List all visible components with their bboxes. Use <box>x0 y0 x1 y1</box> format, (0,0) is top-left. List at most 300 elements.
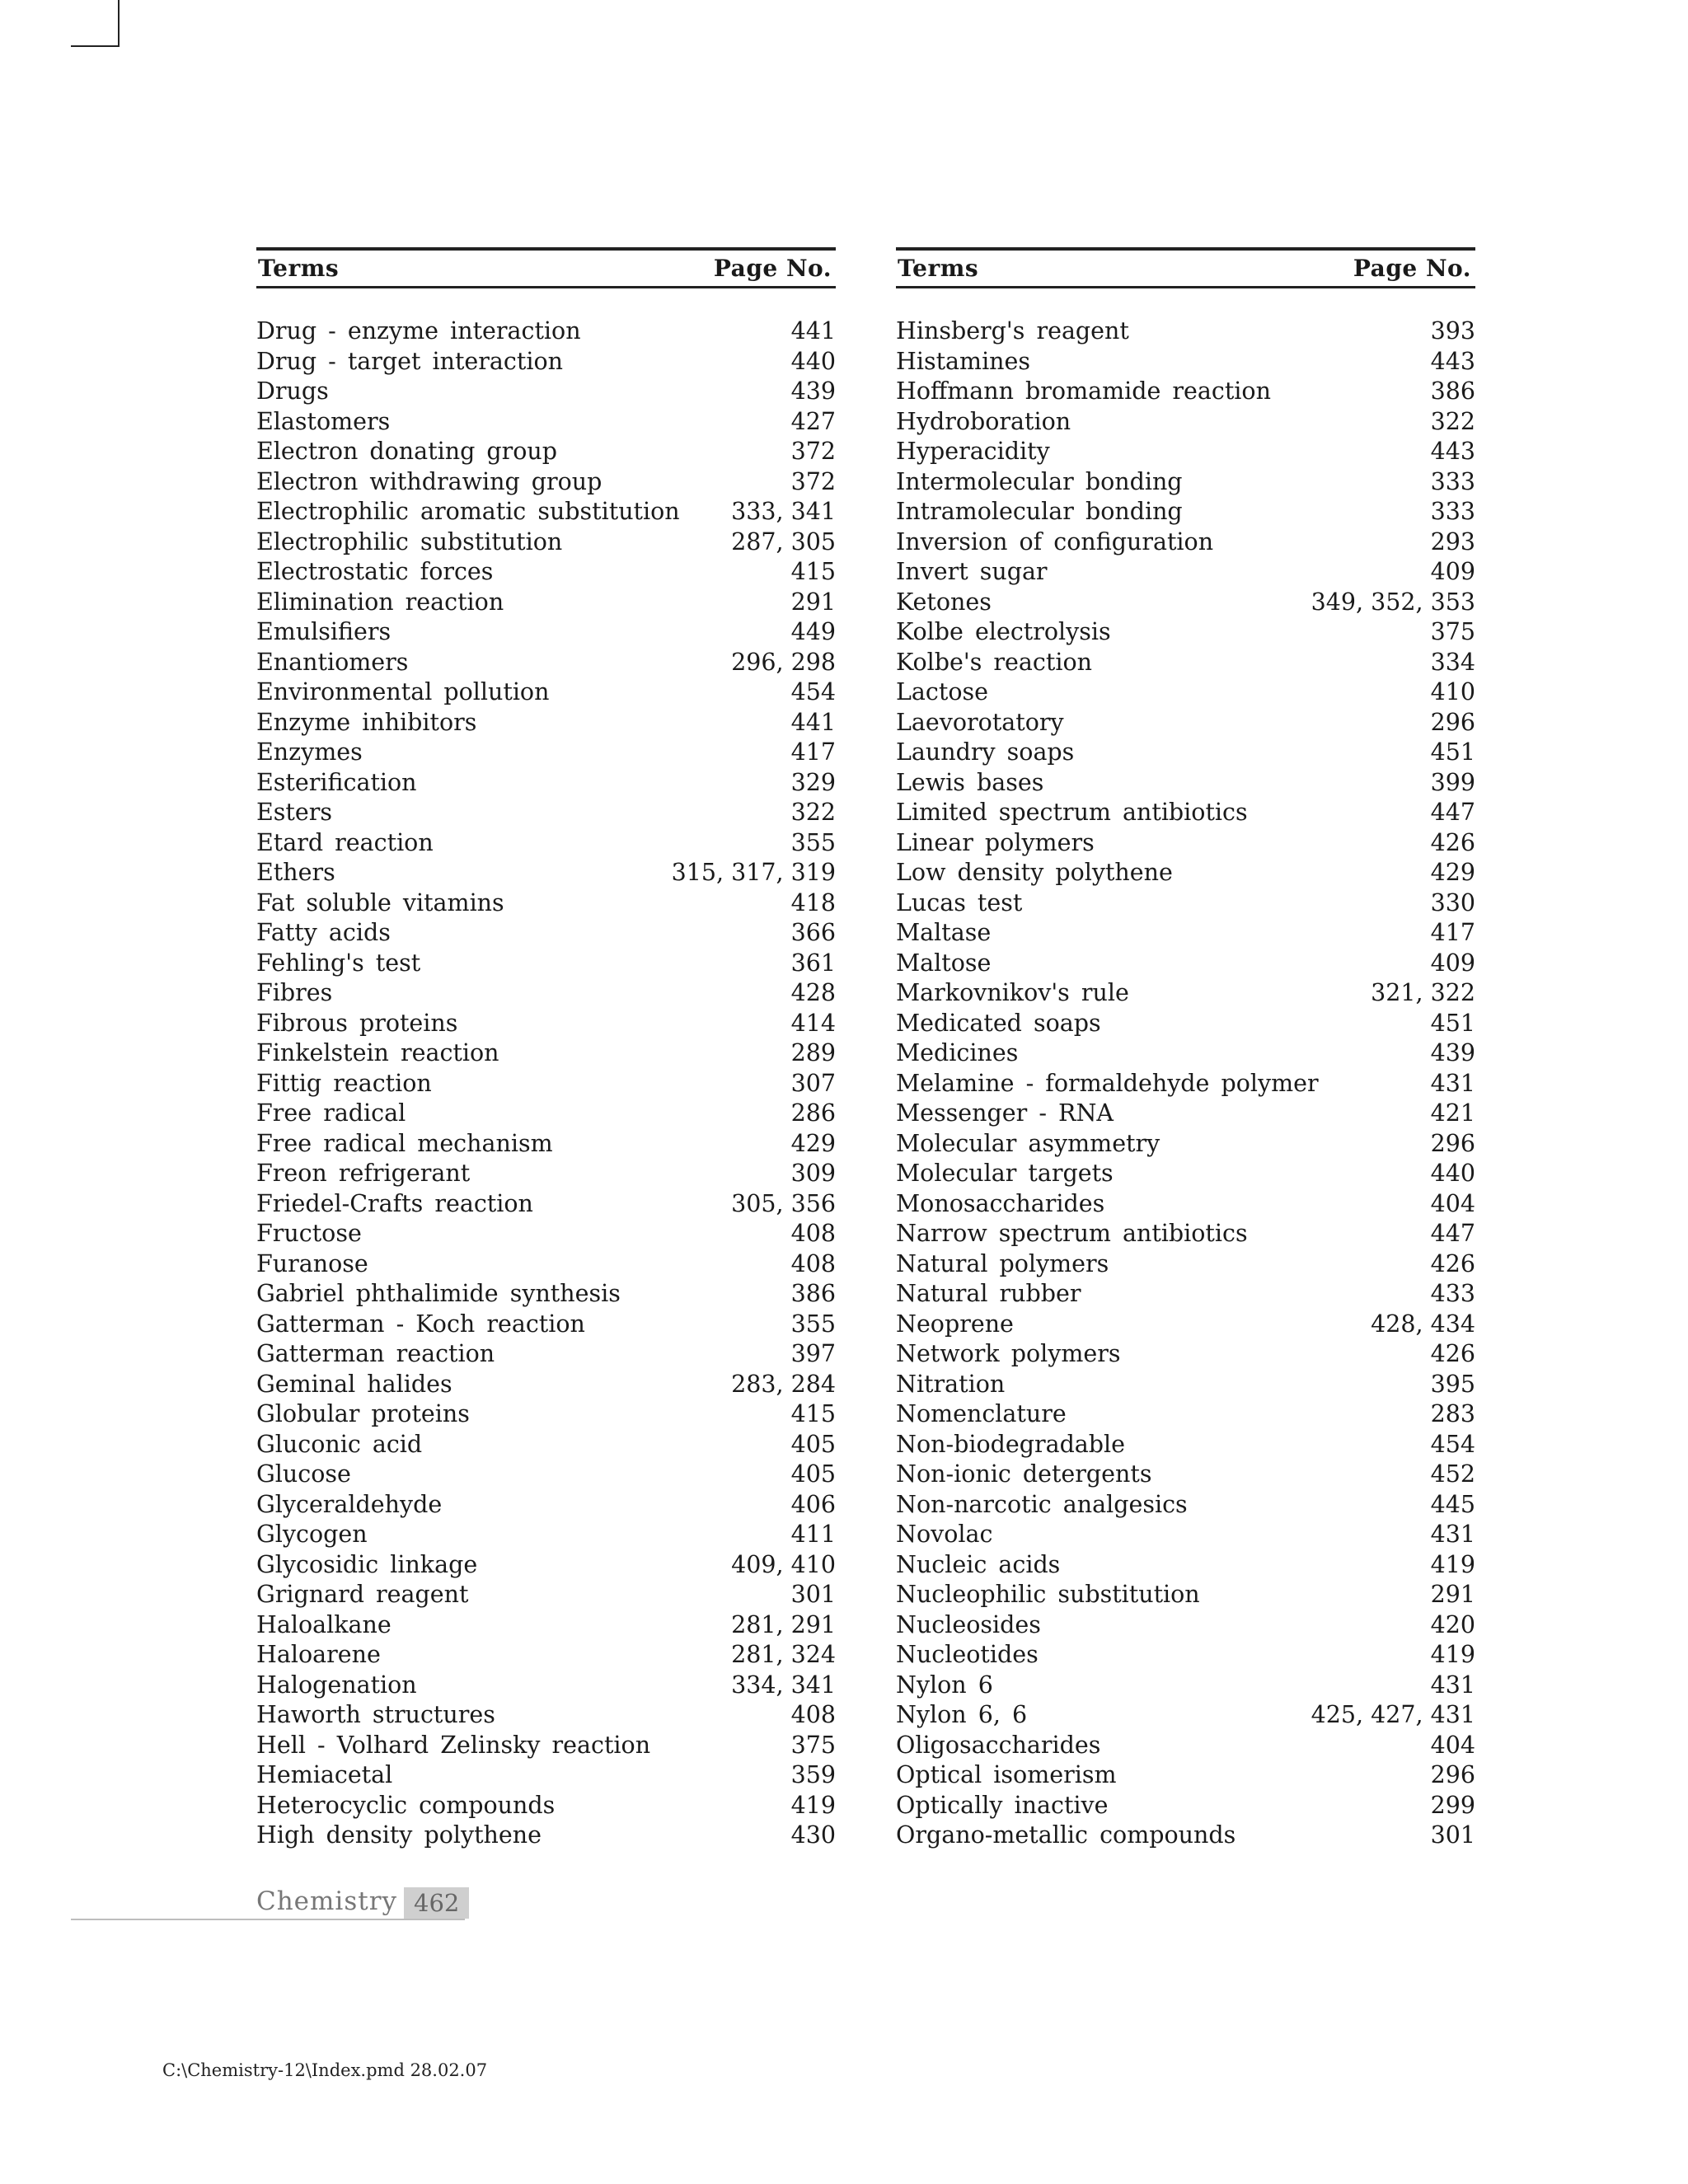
index-entry <box>256 978 836 1009</box>
index-page-number: 349, 352, 353 <box>1311 588 1475 616</box>
index-page-number: 281, 291 <box>731 1610 836 1638</box>
index-term: Organo-metallic compounds <box>896 1821 1236 1849</box>
index-entry <box>256 1700 836 1731</box>
index-entry <box>896 768 1475 799</box>
index-term: Messenger - RNA <box>896 1099 1114 1127</box>
index-term: Drug - enzyme interaction <box>256 317 581 344</box>
index-entry <box>256 1159 836 1189</box>
index-term: Geminal halides <box>256 1370 452 1398</box>
index-term: Electrophilic substitution <box>256 527 563 555</box>
index-term: Hyperacidity <box>896 438 1050 465</box>
index-term: Non-narcotic analgesics <box>896 1490 1188 1518</box>
index-entry <box>896 1731 1475 1761</box>
index-page-number: 405 <box>790 1430 836 1458</box>
index-page-number: 296 <box>1430 708 1475 736</box>
index-page-number: 315, 317, 319 <box>671 859 836 886</box>
index-page-number: 408 <box>790 1249 836 1277</box>
index-page-number: 408 <box>790 1220 836 1247</box>
index-term: Inversion of configuration <box>896 527 1214 555</box>
crop-mark <box>71 45 120 47</box>
footer-page-number: 462 <box>404 1887 469 1919</box>
index-term: Halogenation <box>256 1671 417 1699</box>
index-term: Ketones <box>896 588 992 616</box>
index-term: Emulsifiers <box>256 618 392 645</box>
index-entry <box>896 527 1475 558</box>
index-entry <box>896 1460 1475 1490</box>
index-page-number: 361 <box>790 949 836 977</box>
index-page-number: 330 <box>1430 888 1475 916</box>
index-page-number: 411 <box>790 1521 836 1548</box>
page-no-heading: Page No. <box>713 255 832 282</box>
index-page-number: 431 <box>1430 1069 1475 1097</box>
column-header <box>256 247 836 288</box>
index-page-number: 301 <box>790 1581 836 1608</box>
index-page-number: 322 <box>1430 407 1475 435</box>
index-page-number: 366 <box>790 919 836 946</box>
index-term: Medicines <box>896 1039 1019 1066</box>
index-entry <box>256 1399 836 1430</box>
index-entry <box>896 1159 1475 1189</box>
index-page-number: 299 <box>1430 1791 1475 1819</box>
index-entry <box>256 1671 836 1701</box>
index-entry <box>896 347 1475 377</box>
index-page-number: 440 <box>1430 1160 1475 1187</box>
index-page-number: 447 <box>1430 799 1475 826</box>
index-term: Electron withdrawing group <box>256 467 603 495</box>
index-entry <box>256 347 836 377</box>
index-term: Nomenclature <box>896 1400 1067 1427</box>
terms-heading: Terms <box>258 255 340 282</box>
index-page-number: 355 <box>790 828 836 856</box>
index-entry <box>896 617 1475 648</box>
index-entry <box>256 1460 836 1490</box>
index-term: Non-ionic detergents <box>896 1460 1152 1488</box>
index-term: Medicated soaps <box>896 1009 1101 1037</box>
index-term: Globular proteins <box>256 1400 470 1427</box>
index-entry <box>256 1430 836 1460</box>
index-page-number: 419 <box>1430 1550 1475 1578</box>
index-page-number: 428, 434 <box>1371 1310 1475 1338</box>
index-entry <box>256 1791 836 1821</box>
index-term: Electrophilic aromatic substitution <box>256 498 680 525</box>
index-page-number: 418 <box>790 888 836 916</box>
index-term: Intramolecular bonding <box>896 498 1183 525</box>
index-page-number: 433 <box>1430 1280 1475 1307</box>
index-entry <box>256 1580 836 1610</box>
file-info: C:\Chemistry-12\Index.pmd 28.02.07 <box>162 2060 488 2080</box>
index-entry <box>896 1821 1475 1851</box>
index-page-number: 439 <box>790 377 836 405</box>
index-entry <box>896 1219 1475 1249</box>
index-page-number: 283, 284 <box>731 1370 836 1398</box>
index-page-number: 409 <box>1430 949 1475 977</box>
index-entry <box>896 437 1475 467</box>
index-page-number: 333 <box>1430 498 1475 525</box>
index-page-number: 334 <box>1430 648 1475 676</box>
index-page-number: 420 <box>1430 1610 1475 1638</box>
index-entry <box>896 1038 1475 1069</box>
index-term: Nucleotides <box>896 1641 1039 1668</box>
index-term: Histamines <box>896 347 1031 375</box>
index-page-number: 428 <box>790 979 836 1006</box>
index-term: High density polythene <box>256 1821 542 1849</box>
index-page-number: 405 <box>790 1460 836 1488</box>
footer-rule <box>71 1919 465 1920</box>
index-entry <box>896 588 1475 618</box>
index-page-number: 426 <box>1430 828 1475 856</box>
index-entry <box>256 1038 836 1069</box>
index-term: Kolbe electrolysis <box>896 618 1111 645</box>
index-entry <box>896 1791 1475 1821</box>
index-term: Nylon 6, 6 <box>896 1701 1028 1728</box>
index-term: Hemiacetal <box>256 1761 393 1788</box>
index-entry <box>256 1550 836 1581</box>
index-term: Glycogen <box>256 1521 368 1548</box>
index-page-number: 309 <box>790 1160 836 1187</box>
index-term: Finkelstein reaction <box>256 1039 499 1066</box>
index-entry <box>256 828 836 859</box>
index-entry <box>256 1731 836 1761</box>
index-page-number: 410 <box>1430 678 1475 705</box>
index-term: Elimination reaction <box>256 588 504 616</box>
index-page-number: 426 <box>1430 1249 1475 1277</box>
index-page-number: 447 <box>1430 1220 1475 1247</box>
index-entry <box>256 1520 836 1550</box>
index-page-number: 408 <box>790 1701 836 1728</box>
index-page-number: 296, 298 <box>731 648 836 676</box>
index-term: Optically inactive <box>896 1791 1109 1819</box>
index-term: Gatterman - Koch reaction <box>256 1310 585 1338</box>
index-term: Heterocyclic compounds <box>256 1791 556 1819</box>
index-page-number: 440 <box>790 347 836 375</box>
index-term: Haworth structures <box>256 1701 495 1728</box>
index-entry <box>256 648 836 678</box>
index-page-number: 283 <box>1430 1400 1475 1427</box>
index-term: Etard reaction <box>256 828 434 856</box>
index-page-number: 291 <box>1430 1581 1475 1608</box>
index-list <box>256 316 836 1851</box>
footer-book-title: Chemistry <box>256 1886 398 1916</box>
index-term: Fatty acids <box>256 919 391 946</box>
index-term: Laundry soaps <box>896 738 1075 766</box>
index-term: Gatterman reaction <box>256 1340 495 1367</box>
index-term: Lactose <box>896 678 988 705</box>
index-page-number: 305, 356 <box>731 1189 836 1217</box>
index-page-number: 322 <box>790 799 836 826</box>
index-term: Free radical mechanism <box>256 1129 553 1157</box>
index-entry <box>256 949 836 979</box>
index-term: Electrostatic forces <box>256 558 494 585</box>
index-entry <box>256 1640 836 1671</box>
index-term: Hoffmann bromamide reaction <box>896 377 1271 405</box>
index-entry <box>256 1310 836 1340</box>
index-term: Hydroboration <box>896 407 1071 435</box>
index-entry <box>256 768 836 799</box>
index-page-number: 393 <box>1430 317 1475 344</box>
index-term: Nucleosides <box>896 1610 1041 1638</box>
index-entry <box>896 1129 1475 1160</box>
index-page-number: 454 <box>1430 1430 1475 1458</box>
index-page-number: 429 <box>1430 859 1475 886</box>
index-term: Fat soluble vitamins <box>256 888 504 916</box>
index-entry <box>896 1310 1475 1340</box>
index-page-number: 430 <box>790 1821 836 1849</box>
index-column-left <box>256 247 836 1851</box>
index-page-number: 355 <box>790 1310 836 1338</box>
index-entry <box>896 1279 1475 1310</box>
index-page-number: 417 <box>790 738 836 766</box>
index-term: Environmental pollution <box>256 678 550 705</box>
index-entry <box>896 888 1475 919</box>
index-page-number: 454 <box>790 678 836 705</box>
index-page-number: 449 <box>790 618 836 645</box>
index-term: Gluconic acid <box>256 1430 423 1458</box>
index-entry <box>896 828 1475 859</box>
index-page-number: 409, 410 <box>731 1550 836 1578</box>
index-entry <box>896 1069 1475 1099</box>
index-entry <box>256 1370 836 1400</box>
index-page-number: 414 <box>790 1009 836 1037</box>
index-term: Drug - target interaction <box>256 347 563 375</box>
index-term: Melamine - formaldehyde polymer <box>896 1069 1319 1097</box>
index-page-number: 291 <box>790 588 836 616</box>
index-entry <box>256 677 836 708</box>
index-page-number: 399 <box>1430 768 1475 796</box>
index-page-number: 419 <box>790 1791 836 1819</box>
index-page-number: 415 <box>790 1400 836 1427</box>
index-page-number: 427 <box>790 407 836 435</box>
index-entry <box>256 617 836 648</box>
terms-heading: Terms <box>898 255 979 282</box>
index-entry <box>256 1249 836 1280</box>
index-entry <box>256 738 836 768</box>
index-term: Elastomers <box>256 407 391 435</box>
index-term: Esterification <box>256 768 417 796</box>
index-page-number: 439 <box>1430 1039 1475 1066</box>
index-page-number: 296 <box>1430 1129 1475 1157</box>
index-entry <box>896 858 1475 888</box>
index-entry <box>896 1399 1475 1430</box>
index-term: Novolac <box>896 1521 993 1548</box>
index-entry <box>256 1009 836 1039</box>
index-term: Monosaccharides <box>896 1189 1105 1217</box>
index-entry <box>256 557 836 588</box>
index-entry <box>256 1069 836 1099</box>
index-term: Electron donating group <box>256 438 557 465</box>
index-column-right <box>896 247 1475 1851</box>
index-page-number: 421 <box>1430 1099 1475 1127</box>
index-entry <box>896 407 1475 438</box>
index-term: Non-biodegradable <box>896 1430 1126 1458</box>
index-term: Nucleic acids <box>896 1550 1061 1578</box>
index-entry <box>256 1189 836 1220</box>
index-page-number: 286 <box>790 1099 836 1127</box>
index-page-number: 359 <box>790 1761 836 1788</box>
index-term: Nucleophilic substitution <box>896 1581 1200 1608</box>
index-entry <box>896 1671 1475 1701</box>
index-entry <box>896 648 1475 678</box>
index-page-number: 375 <box>790 1731 836 1759</box>
index-entry <box>896 1760 1475 1791</box>
index-entry <box>896 557 1475 588</box>
index-list <box>896 316 1475 1851</box>
index-entry <box>256 1490 836 1521</box>
index-entry <box>896 1580 1475 1610</box>
index-term: Furanose <box>256 1249 368 1277</box>
index-term: Fittig reaction <box>256 1069 432 1097</box>
index-page-number: 372 <box>790 438 836 465</box>
index-page-number: 404 <box>1430 1189 1475 1217</box>
index-entry <box>896 1550 1475 1581</box>
index-entry <box>256 377 836 407</box>
index-entry <box>896 1370 1475 1400</box>
index-term: Kolbe's reaction <box>896 648 1092 676</box>
index-term: Freon refrigerant <box>256 1160 471 1187</box>
index-page-number: 451 <box>1430 1009 1475 1037</box>
index-page-number: 289 <box>790 1039 836 1066</box>
index-page-number: 334, 341 <box>731 1671 836 1699</box>
index-entry <box>256 1129 836 1160</box>
index-entry <box>896 1610 1475 1641</box>
index-term: Hell - Volhard Zelinsky reaction <box>256 1731 651 1759</box>
index-entry <box>896 1339 1475 1370</box>
index-entry <box>256 588 836 618</box>
index-page-number: 333, 341 <box>731 498 836 525</box>
index-page-number: 406 <box>790 1490 836 1518</box>
index-term: Markovnikov's rule <box>896 979 1129 1006</box>
index-page-number: 395 <box>1430 1370 1475 1398</box>
index-term: Maltase <box>896 919 992 946</box>
index-entry <box>256 1821 836 1851</box>
page-no-heading: Page No. <box>1353 255 1471 282</box>
index-page-number: 372 <box>790 467 836 495</box>
index-entry <box>256 407 836 438</box>
index-term: Glycosidic linkage <box>256 1550 478 1578</box>
index-entry <box>256 1760 836 1791</box>
index-page-number: 329 <box>790 768 836 796</box>
index-term: Glyceraldehyde <box>256 1490 443 1518</box>
index-entry <box>896 708 1475 738</box>
index-entry <box>896 1640 1475 1671</box>
index-term: Fibrous proteins <box>256 1009 458 1037</box>
index-entry <box>256 1610 836 1641</box>
index-page-number: 452 <box>1430 1460 1475 1488</box>
index-page-number: 451 <box>1430 738 1475 766</box>
index-term: Hinsberg's reagent <box>896 317 1129 344</box>
index-page-number: 417 <box>1430 919 1475 946</box>
index-term: Nylon 6 <box>896 1671 993 1699</box>
index-entry <box>896 1249 1475 1280</box>
index-term: Fibres <box>256 979 333 1006</box>
index-entry <box>896 316 1475 347</box>
index-term: Network polymers <box>896 1340 1121 1367</box>
index-entry <box>896 1189 1475 1220</box>
index-page-number: 429 <box>790 1129 836 1157</box>
index-entry <box>256 858 836 888</box>
index-entry <box>896 497 1475 527</box>
index-term: Fructose <box>256 1220 362 1247</box>
index-page-number: 404 <box>1430 1731 1475 1759</box>
index-page-number: 375 <box>1430 618 1475 645</box>
index-page-number: 296 <box>1430 1761 1475 1788</box>
index-term: Drugs <box>256 377 329 405</box>
index-term: Intermolecular bonding <box>896 467 1183 495</box>
index-entry <box>896 377 1475 407</box>
index-page-number: 386 <box>1430 377 1475 405</box>
index-term: Haloalkane <box>256 1610 392 1638</box>
index-page-number: 425, 427, 431 <box>1311 1701 1475 1728</box>
index-page-number: 419 <box>1430 1641 1475 1668</box>
index-page-number: 409 <box>1430 558 1475 585</box>
index-entry <box>256 1339 836 1370</box>
index-term: Fehling's test <box>256 949 421 977</box>
index-term: Laevorotatory <box>896 708 1064 736</box>
index-page-number: 443 <box>1430 438 1475 465</box>
index-entry <box>896 1490 1475 1521</box>
index-page-number: 287, 305 <box>731 527 836 555</box>
index-entry <box>896 918 1475 949</box>
index-term: Narrow spectrum antibiotics <box>896 1220 1248 1247</box>
index-page-number: 426 <box>1430 1340 1475 1367</box>
index-page-number: 386 <box>790 1280 836 1307</box>
index-page-number: 397 <box>790 1340 836 1367</box>
index-page-number: 307 <box>790 1069 836 1097</box>
index-entry <box>896 467 1475 498</box>
index-term: Enzymes <box>256 738 363 766</box>
column-header <box>896 247 1475 288</box>
index-term: Natural rubber <box>896 1280 1081 1307</box>
index-term: Enzyme inhibitors <box>256 708 477 736</box>
index-entry <box>896 1520 1475 1550</box>
index-page-number: 431 <box>1430 1671 1475 1699</box>
index-entry <box>256 467 836 498</box>
index-term: Grignard reagent <box>256 1581 469 1608</box>
index-entry <box>256 918 836 949</box>
index-page-number: 333 <box>1430 467 1475 495</box>
index-term: Esters <box>256 799 332 826</box>
index-term: Maltose <box>896 949 992 977</box>
index-entry <box>256 437 836 467</box>
index-page-number: 281, 324 <box>731 1641 836 1668</box>
index-term: Optical isomerism <box>896 1761 1117 1788</box>
index-term: Limited spectrum antibiotics <box>896 799 1248 826</box>
index-entry <box>896 1700 1475 1731</box>
index-entry <box>256 708 836 738</box>
index-entry <box>256 1279 836 1310</box>
index-term: Neoprene <box>896 1310 1014 1338</box>
index-entry <box>256 527 836 558</box>
index-page-number: 445 <box>1430 1490 1475 1518</box>
index-term: Molecular targets <box>896 1160 1114 1187</box>
index-term: Low density polythene <box>896 859 1173 886</box>
index-entry <box>256 1099 836 1129</box>
index-entry <box>896 1430 1475 1460</box>
crop-mark <box>118 0 120 46</box>
index-term: Lewis bases <box>896 768 1044 796</box>
index-term: Natural polymers <box>896 1249 1109 1277</box>
index-entry <box>896 677 1475 708</box>
index-term: Nitration <box>896 1370 1006 1398</box>
index-page-number: 293 <box>1430 527 1475 555</box>
index-page-number: 301 <box>1430 1821 1475 1849</box>
index-entry <box>256 497 836 527</box>
index-page-number: 443 <box>1430 347 1475 375</box>
index-term: Glucose <box>256 1460 351 1488</box>
index-entry <box>896 949 1475 979</box>
index-page-number: 441 <box>790 317 836 344</box>
index-term: Invert sugar <box>896 558 1048 585</box>
index-page-number: 441 <box>790 708 836 736</box>
